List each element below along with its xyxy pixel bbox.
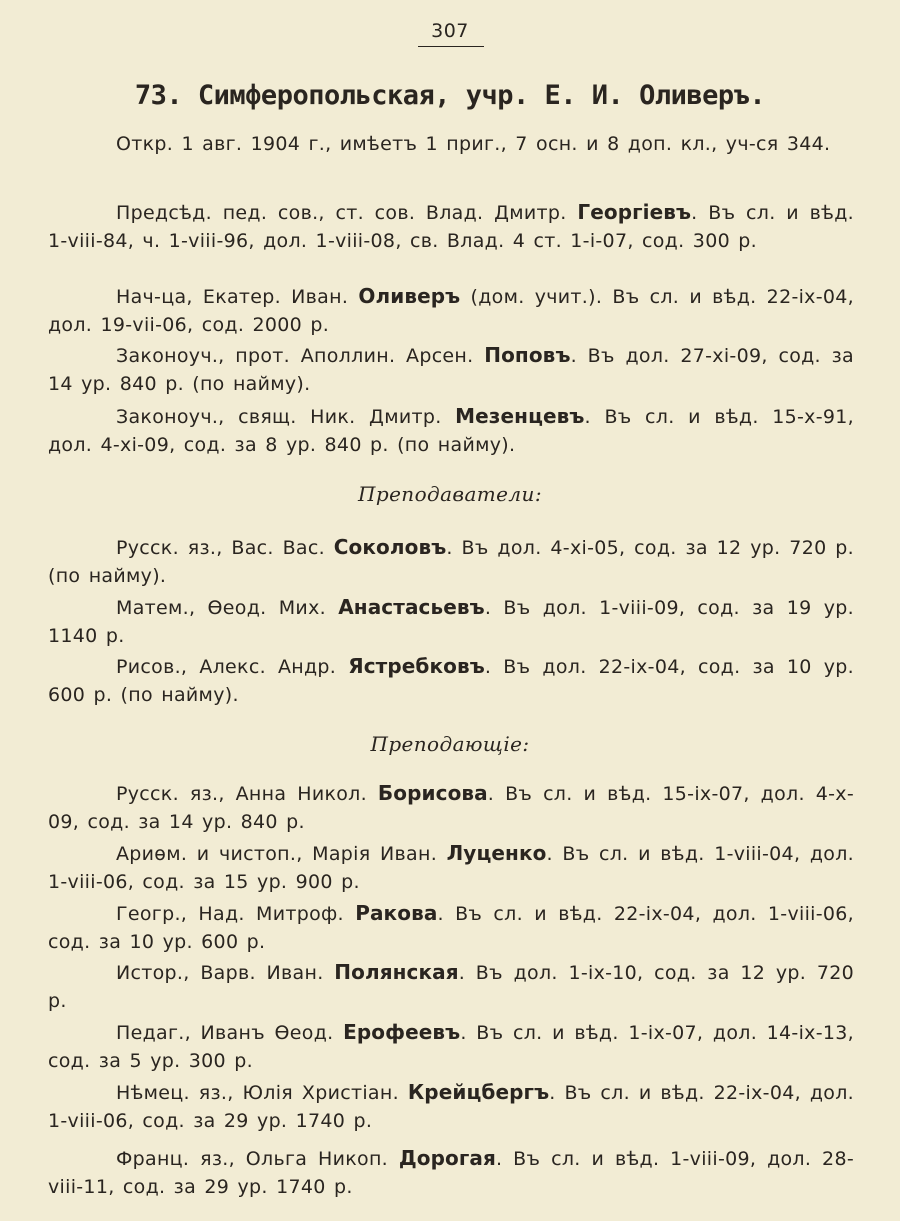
- page-number-rule: [418, 46, 484, 47]
- entry-text: . Въ сл. и вѣд. 15-x-91, дол. 4-xi-09, сод. за 8 ур. 840 р. (по найму).: [48, 406, 854, 456]
- lecturer-entry: [48, 1019, 854, 1075]
- person-name: Ястребковъ: [348, 654, 485, 678]
- person-name: Оливеръ: [358, 284, 461, 308]
- person-name: Соколовъ: [333, 535, 447, 559]
- person-name: Георгіевъ: [577, 200, 692, 224]
- teacher-entry: [48, 534, 854, 590]
- entry-text: . Въ сл. и вѣд. 1-viii-04, дол. 1-viii-06, сод. за 15 ур. 900 р.: [48, 843, 854, 893]
- entry-text: . Въ дол. 22-ix-04, сод. за 10 ур. 600 р. (по найму).: [48, 656, 854, 706]
- lecturer-entry: [48, 780, 854, 836]
- person-name: Ракова: [355, 901, 438, 925]
- school-info: Откр. 1 авг. 1904 г., имѣетъ 1 приг., 7 осн. и 8 доп. кл., уч-ся 344.: [116, 133, 831, 155]
- entry-text: Законоуч., прот. Аполлин. Арсен.: [116, 345, 485, 367]
- entry-text: Нач-ца, Екатер. Иван.: [116, 286, 359, 308]
- staff-entry: [48, 342, 854, 398]
- entry-text: Геогр., Над. Митроф.: [116, 903, 356, 925]
- person-name: Анастасьевъ: [338, 595, 485, 619]
- person-name: Дорогая: [398, 1146, 496, 1170]
- teacher-entry: [48, 594, 854, 650]
- entry-text: Матем., Ѳеод. Мих.: [116, 597, 339, 619]
- staff-entry: [48, 403, 854, 459]
- lecturer-entry: [48, 840, 854, 896]
- person-name: Крейцбергъ: [407, 1080, 550, 1104]
- entry-text: . Въ дол. 1-ix-10, сод. за 12 ур. 720 р.: [48, 962, 854, 1012]
- entry-text: Ариѳм. и чистоп., Марія Иван.: [116, 843, 447, 865]
- person-name: Мезенцевъ: [455, 404, 585, 428]
- entry-text: Истор., Варв. Иван.: [116, 962, 335, 984]
- entry-text: . Въ дол. 27-xi-09, сод. за 14 ур. 840 р. (по найму).: [48, 345, 854, 395]
- teacher-entry: [48, 653, 854, 709]
- lecturers-heading: Преподающіе:: [370, 732, 530, 756]
- entry-text: . Въ сл. и вѣд. 15-ix-07, дол. 4-x-09, сод. за 14 ур. 840 р.: [48, 783, 855, 833]
- entry-text: Франц. яз., Ольга Никоп.: [116, 1148, 399, 1170]
- person-name: Поповъ: [484, 343, 571, 367]
- person-name: Борисова: [377, 781, 488, 805]
- person-name: Полянская: [334, 960, 459, 984]
- lecturer-entry: [48, 959, 854, 1015]
- entry-text: Педаг., Иванъ Ѳеод.: [116, 1022, 344, 1044]
- page-number: 307: [431, 20, 469, 42]
- entry-text: . Въ сл. и вѣд. 1-viii-09, дол. 28-viii-11, сод. за 29 ур. 1740 р.: [48, 1148, 854, 1198]
- entry-text: Рисов., Алекс. Андр.: [116, 656, 349, 678]
- staff-entry: [48, 283, 854, 339]
- person-name: Луценко: [446, 841, 547, 865]
- section-title: 73. Симферопольская, учр. Е. И. Оливеръ.: [134, 80, 766, 111]
- entry-text: . Въ дол. 4-xi-05, сод. за 12 ур. 720 р. (по найму).: [48, 537, 854, 587]
- entry-text: Русск. яз., Анна Никол.: [116, 783, 378, 805]
- entry-text: . Въ сл. и вѣд. 22-ix-04, дол. 1-viii-06, сод. за 10 ур. 600 р.: [48, 903, 854, 953]
- entry-text: . Въ сл. и вѣд. 1-viii-84, ч. 1-viii-96, дол. 1-viii-08, св. Влад. 4 ст. 1-i-07, сод. 300 р.: [48, 202, 854, 252]
- lecturer-entry: [48, 900, 854, 956]
- entry-text: . Въ дол. 1-viii-09, сод. за 19 ур. 1140 р.: [48, 597, 854, 647]
- entry-text: Предсѣд. пед. сов., ст. сов. Влад. Дмитр.: [116, 202, 578, 224]
- lecturer-entry: [48, 1145, 854, 1201]
- entry-text: Законоуч., свящ. Ник. Дмитр.: [116, 406, 456, 428]
- staff-entry: [48, 199, 854, 255]
- teachers-heading: Преподаватели:: [358, 482, 542, 506]
- entry-text: . Въ сл. и вѣд. 22-ix-04, дол. 1-viii-06, сод. за 29 ур. 1740 р.: [48, 1082, 854, 1132]
- lecturer-entry: [48, 1079, 854, 1135]
- person-name: Ерофеевъ: [343, 1020, 461, 1044]
- entry-text: . Въ сл. и вѣд. 1-ix-07, дол. 14-ix-13, сод. за 5 ур. 300 р.: [48, 1022, 854, 1072]
- entry-text: Нѣмец. яз., Юлія Христіан.: [116, 1082, 408, 1104]
- entry-text: (дом. учит.). Въ сл. и вѣд. 22-ix-04, дол. 19-vii-06, сод. 2000 р.: [48, 286, 855, 336]
- entry-text: Русск. яз., Вас. Вас.: [116, 537, 334, 559]
